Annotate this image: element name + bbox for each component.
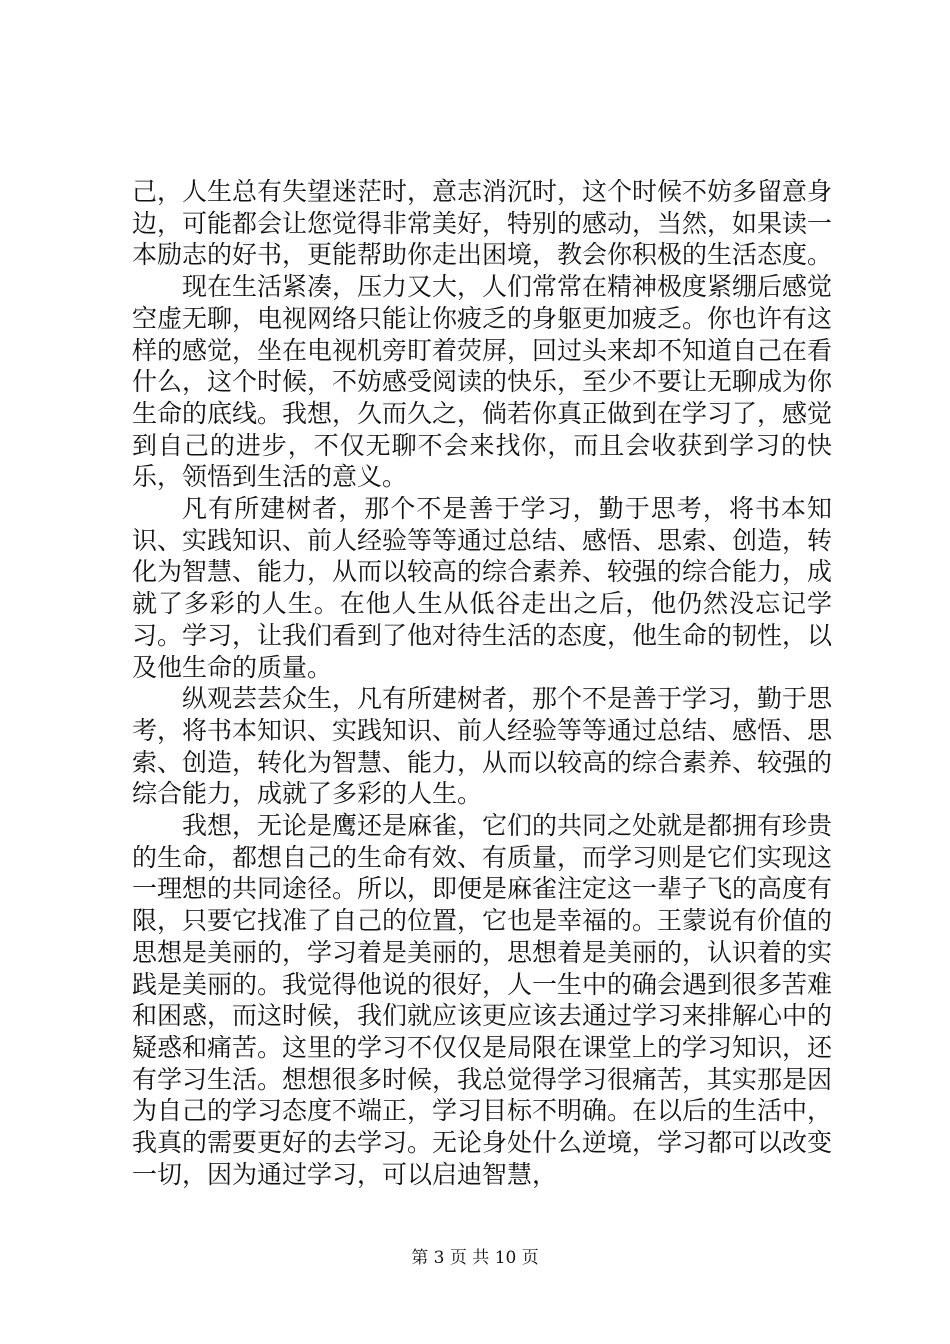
paragraph-continuation: 己，人生总有失望迷茫时，意志消沉时，这个时候不妨多留意身边，可能都会让您觉得非常美好，特别的感动，当然，如果读一本励志的好书，更能帮助你走出困境，教会你积极的生活态度。 (132, 177, 833, 270)
paragraph: 我想，无论是鹰还是麻雀，它们的共同之处就是都拥有珍贵的生命，都想自己的生命有效、有质量，而学习则是它们实现这一理想的共同途径。所以，即便是麻雀注定这一辈子飞的高度有限，只要它找准了自己的位置，它也是幸福的。王蒙说有价值的思想是美丽的，学习着是美丽的，思想着是美丽的，认识着的实践是美丽的。我觉得他说的很好，人一生中的确会遇到很多苦难和困惑，而这时候，我们就应该更应该去通过学习来排解心中的疑惑和痛苦。这里的学习不仅仅是局限在课堂上的学习知识，还有学习生活。想想很多时候，我总觉得学习很痛苦，其实那是因为自己的学习态度不端正，学习目标不明确。在以后的生活中，我真的需要更好的去学习。无论身处什么逆境，学习都可以改变一切，因为通过学习，可以启迪智慧， (132, 811, 833, 1189)
paragraph: 凡有所建树者，那个不是善于学习，勤于思考，将书本知识、实践知识、前人经验等等通过总结、感悟、思索、创造，转化为智慧、能力，从而以较高的综合素养、较强的综合能力，成就了多彩的人生。在他人生从低谷走出之后，他仍然没忘记学习。学习，让我们看到了他对待生活的态度，他生命的韧性，以及他生命的质量。 (132, 494, 833, 682)
paragraph: 纵观芸芸众生，凡有所建树者，那个不是善于学习，勤于思考，将书本知识、实践知识、前人经验等等通过总结、感悟、思索、创造，转化为智慧、能力，从而以较高的综合素养、较强的综合能力，成就了多彩的人生。 (132, 684, 833, 809)
paragraph: 现在生活紧凑，压力又大，人们常常在精神极度紧绷后感觉空虚无聊，电视网络只能让你疲乏的身躯更加疲乏。你也许有这样的感觉，坐在电视机旁盯着荧屏，回过头来却不知道自己在看什么，这个时候，不妨感受阅读的快乐，至少不要让无聊成为你生命的底线。我想，久而久之，倘若你真正做到在学习了，感觉到自己的进步，不仅无聊不会来找你，而且会收获到学习的快乐，领悟到生活的意义。 (132, 272, 833, 492)
page-footer: 第 3 页 共 10 页 (411, 1248, 539, 1268)
document-body (132, 176, 832, 1191)
